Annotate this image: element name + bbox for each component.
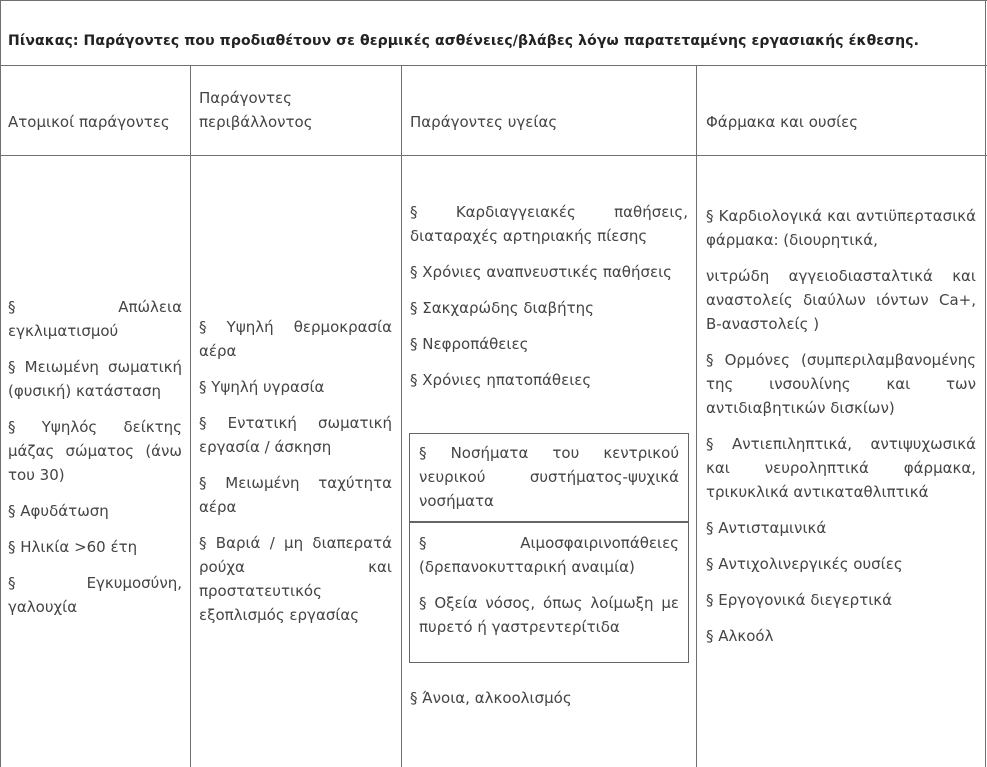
list-item: § Χρόνιες αναπνευστικές παθήσεις <box>410 263 672 281</box>
header-individual-factors: Ατομικοί παράγοντες <box>8 113 170 131</box>
list-item: § Αντισταμινικά <box>706 519 827 537</box>
list-item: § Βαριά / μη διαπερατά ρούχα και προστατευτικός εξοπλισμός εργασίας <box>199 534 392 624</box>
list-item: § Νοσήματα του κεντρικού νευρικού συστήματος-ψυχικά νοσήματα <box>419 444 679 510</box>
health-box-neurological <box>409 433 689 523</box>
header-environment-factors: Παράγοντες περιβάλλοντος <box>199 89 313 131</box>
drugs-substances-list <box>706 204 976 648</box>
column-divider-2 <box>401 65 402 767</box>
list-item: § Μειωμένη σωματική (φυσική) κατάσταση <box>8 358 182 400</box>
list-item: § Υψηλή θερμοκρασία αέρα <box>199 318 392 360</box>
list-item: § Εγκυμοσύνη, γαλουχία <box>8 574 182 616</box>
list-item: § Νεφροπάθειες <box>410 335 529 353</box>
column-divider-1 <box>190 65 191 767</box>
caption-bottom-border <box>0 65 987 66</box>
individual-factors-list <box>8 295 182 619</box>
table-right-border <box>985 0 986 767</box>
list-item: § Αντιεπιληπτικά, αντιψυχωσικά και νευροληπτικά φάρμακα, τρικυκλικά αντικαταθλιπτικά <box>706 435 976 501</box>
list-item: § Υψηλή υγρασία <box>199 378 325 396</box>
list-item: § Αιμοσφαιρινοπάθειες (δρεπανοκυτταρική αναιμία) <box>419 534 679 576</box>
list-item: § Χρόνιες ηπατοπάθειες <box>410 371 592 389</box>
list-item: νιτρώδη αγγειοδιασταλτικά και αναστολείς διαύλων ιόντων Ca+, B-αναστολείς ) <box>706 267 976 333</box>
list-item: § Ορμόνες (συμπεριλαμβανομένης της ινσουλίνης και των αντιδιαβητικών δισκίων) <box>706 351 976 417</box>
list-item: § Μειωμένη ταχύτητα αέρα <box>199 474 392 516</box>
table-top-border <box>0 0 987 1</box>
table-caption: Πίνακας: Παράγοντες που προδιαθέτουν σε θερμικές ασθένειες/βλάβες λόγω παρατεταμένης εργασιακής έκθεσης. <box>8 33 920 49</box>
table-left-border <box>0 0 1 767</box>
list-item: § Καρδιαγγειακές παθήσεις, διαταραχές αρτηριακής πίεσης <box>410 203 688 245</box>
list-item: § Αφυδάτωση <box>8 502 109 520</box>
header-drugs-substances: Φάρμακα και ουσίες <box>706 113 859 131</box>
health-box-hematological <box>409 521 689 663</box>
health-factors-list <box>410 200 688 392</box>
list-item: § Ηλικία >60 έτη <box>8 538 138 556</box>
list-item: § Αλκοόλ <box>706 627 774 645</box>
list-item: § Καρδιολογικά και αντιϋπερτασικά φάρμακα: (διουρητικά, <box>706 207 976 249</box>
list-item: § Οξεία νόσος, όπως λοίμωξη με πυρετό ή γαστρεντερίτιδα <box>419 594 679 636</box>
environment-factors-list <box>199 315 392 627</box>
list-item: § Αντιχολινεργικές ουσίες <box>706 555 903 573</box>
list-item: § Σακχαρώδης διαβήτης <box>410 299 594 317</box>
list-item: § Εργογονικά διεγερτικά <box>706 591 893 609</box>
list-item: § Άνοια, αλκοολισμός <box>410 689 572 707</box>
column-divider-3 <box>696 65 697 767</box>
header-bottom-border <box>0 155 987 156</box>
health-box-list <box>419 531 679 639</box>
header-health-factors: Παράγοντες υγείας <box>410 113 558 131</box>
list-item: § Εντατική σωματική εργασία / άσκηση <box>199 414 392 456</box>
list-item: § Απώλεια εγκλιματισμού <box>8 298 182 340</box>
list-item: § Υψηλός δείκτης μάζας σώματος (άνω του 30) <box>8 418 182 484</box>
